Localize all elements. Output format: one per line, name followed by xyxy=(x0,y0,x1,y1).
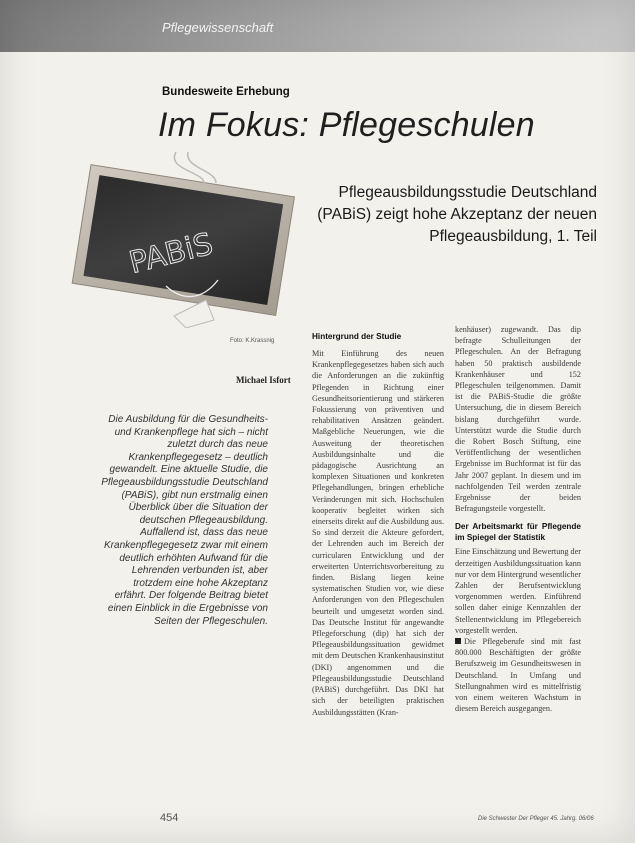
section-label: Pflegewissenschaft xyxy=(162,20,274,35)
square-bullet-icon xyxy=(455,638,461,644)
column-middle xyxy=(312,332,444,718)
body-paragraph: Eine Einschätzung und Bewertung der derzeitigen Ausbildungssituation kann nur vor dem Hintergrund wesentlicher Zahlen der Berufsentwicklung vorgenommen werden. Einführend sollen daher einige Kennzahlen der Stellenentwicklung im Pflegebereich vorgestellt werden. xyxy=(455,547,581,635)
section-heading-labor-market: Der Arbeitsmarkt für Pflegende im Spiegel der Statistik xyxy=(455,522,581,542)
chalk-text: PABiS xyxy=(125,226,217,282)
article-title: Im Fokus: Pflegeschulen xyxy=(158,106,535,144)
body-paragraph-bullet xyxy=(455,636,581,714)
chalkboard-image xyxy=(66,150,300,328)
article-lead: Die Ausbildung für die Gesundheits- und Krankenpflege hat sich – nicht zuletzt durch das neue Krankenpflegegesetz – deutlich gewandelt. Eine aktuelle Studie, die Pflegeausbildungsstudie Deutschland (PABiS), gibt nun erstmalig einen Überblick über die Situation der deutschen Pflegeausbildung. Auffallend ist, dass das neue Krankenpflegegesetz zwar mit einem deutlich erhöhten Aufwand für die Lehrenden verbunden ist, aber trotzdem eine hohe Akzeptanz erfährt. Der folgende Beitrag bietet einen Einblick in die Ergebnisse von Seiten der Pflegeschulen. xyxy=(101,414,268,627)
chalkboard-photo xyxy=(66,150,300,328)
body-paragraph: Mit Einführung des neuen Krankenpflegegesetzes haben sich auch die Anforderungen an die zukünftig Pflegenden in Richtung einer Gesundheitsorientierung und stärkeren Fokussierung von präventiven und rehabilitativen Ansätzen geändert. Maßgebliche Neuerungen, wie die Ausweitung der theoretischen Ausbildungsinhalte und die pädagogische Ausrichtung an komplexen Situationen und konkreten Pflegehandlungen, bringen erhebliche Veränderungen mit sich. Hochschulen kooperativ begleitet wirken sich einerseits direkt auf die Ausbildung aus. So sind derzeit die Akteure gefordert, der Lehrenden auch im Bereich der curricularen Entwicklung und der erweiterten Unterrichtsvorbereitung zu finden. Bislang liegen keine systematischen Studien vor, wie diese Anforderungen von den Pflegeschulen beurteilt und umgesetzt worden sind. Das Deutsche Institut für angewandte Pflegeforschung (dip) hat sich der Pflegeausbildungssituation gewidmet mit dem Deutschen Krankenhausinstitut (DKI) angenommen und die Pflegeausbildungsstudie Deutschland (PABiS) durchgeführt. Das DKI hat sich der beteiligten praktischen Ausbildungsstätten (Kran- xyxy=(312,349,444,717)
article-overline: Bundesweite Erhebung xyxy=(162,86,290,98)
journal-footer: Die Schwester Der Pfleger 45. Jahrg. 06/06 xyxy=(478,816,594,822)
photo-credit: Foto: K.Krassnig xyxy=(230,338,275,344)
bullet-text: Die Pflegeberufe sind mit fast 800.000 Beschäftigten der größte Berufszweig im Gesundheitswesen in Deutschland. In Umfang und Stellungnahmen wird es mittelfristig von einem weiteren Wachstum in diesem Bereich ausgegangen. xyxy=(455,637,581,714)
author-name: Michael Isfort xyxy=(236,375,291,385)
page-number: 454 xyxy=(160,812,179,824)
article-subtitle: Pflegeausbildungsstudie Deutschland (PABiS) zeigt hohe Akzeptanz der neuen Pflegeausbildung, 1. Teil xyxy=(317,184,597,245)
section-heading-background: Hintergrund der Studie xyxy=(312,332,402,341)
body-paragraph: kenhäuser) zugewandt. Das dip befragte Schulleitungen der Pflegeschulen. An der Befragung haben 50 praktisch ausbildende Krankenhäuser und 152 Pflegeschulen teilgenommen. Damit ist die PABiS-Studie die größte Untersuchung, die in diesem Bereich bislang durchgeführt wurde. Unterstützt wurde die Studie durch die Robert Bosch Stiftung, eine Veröffentlichung der wesentlichen Ergebnisse im Buchformat ist für das Jahr 2007 geplant. In diesem und im nachfolgenden Teil werden zentrale Ergebnisse der beiden Befragungsteile vorgestellt. xyxy=(455,325,581,514)
column-right xyxy=(455,324,581,715)
header-band xyxy=(0,0,635,52)
